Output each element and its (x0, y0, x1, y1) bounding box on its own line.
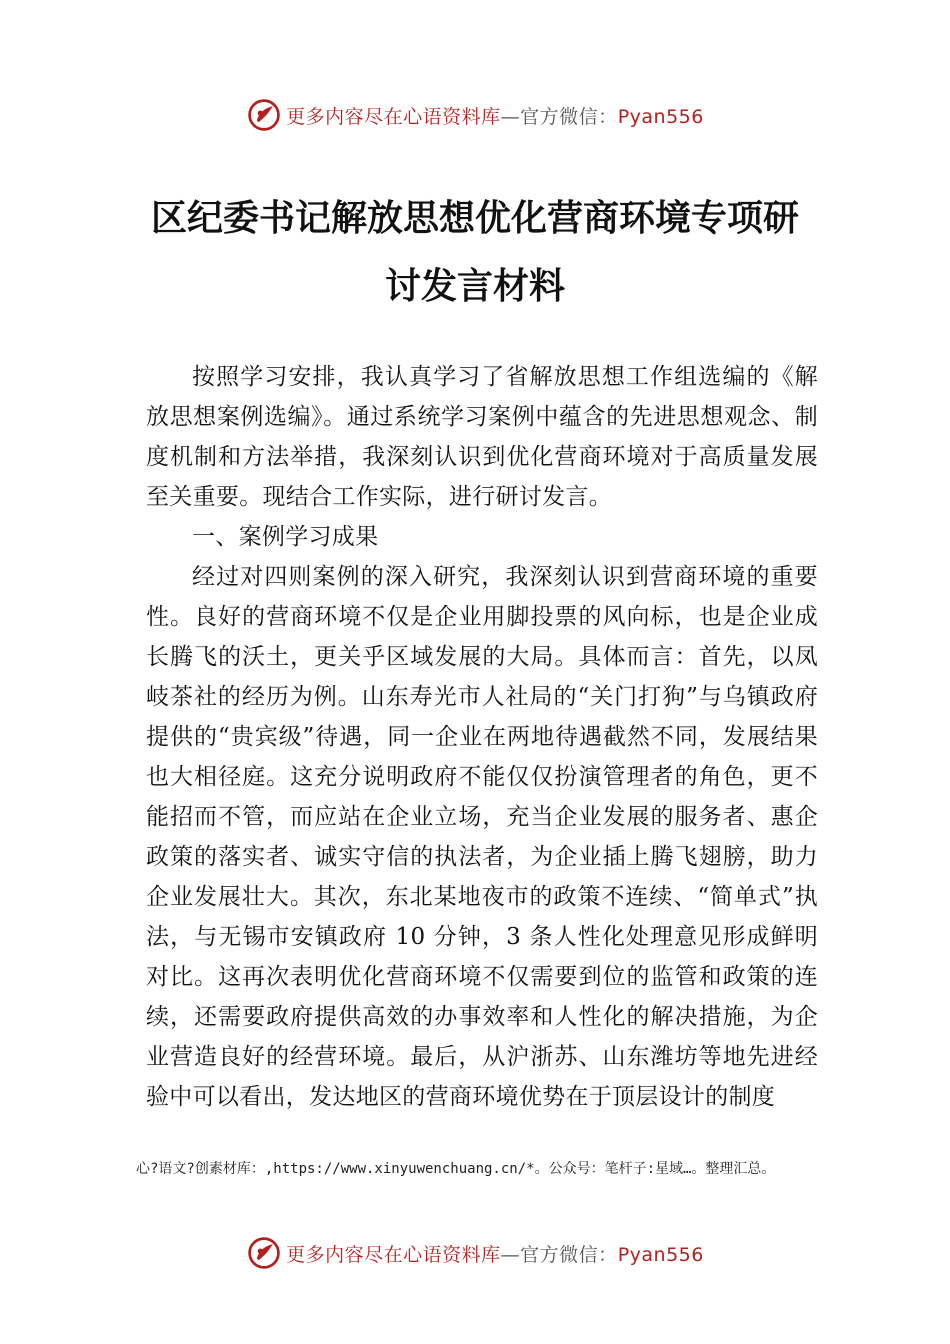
banner-part2: —官方微信： (500, 105, 618, 128)
document-body (146, 357, 818, 1117)
brand-logo-icon (246, 97, 282, 133)
section-heading: 一、案例学习成果 (192, 524, 379, 550)
document-title-line1: 区纪委书记解放思想优化营商环境专项研 (150, 197, 799, 239)
top-banner (0, 95, 950, 135)
source-footnote: 心?语文?创素材库：,https://www.xinyuwenchuang.cn/*。公众号：笔杆子:星域…。整理汇总。 (136, 1161, 776, 1177)
banner-wechat-id: Pyan556 (617, 1243, 704, 1266)
banner-part1: 更多内容尽在心语资料库 (286, 1243, 501, 1266)
paragraph-intro: 按照学习安排，我认真学习了省解放思想工作组选编的《解放思想案例选编》。通过系统学习案例中蕴含的先进思想观念、制度机制和方法举措，我深刻认识到优化营商环境对于高质量发展至关重要。现结合工作实际，进行研讨发言。 (146, 364, 818, 510)
document-title-line2: 讨发言材料 (384, 265, 565, 307)
brand-logo-icon (246, 1235, 282, 1271)
banner-wechat-id: Pyan556 (617, 105, 704, 128)
banner-part2: —官方微信： (500, 1243, 618, 1266)
paragraph-case-study: 经过对四则案例的深入研究，我深刻认识到营商环境的重要性。良好的营商环境不仅是企业用脚投票的风向标，也是企业成长腾飞的沃土，更关乎区域发展的大局。具体而言：首先，以凤岐茶社的经历为例。山东寿光市人社局的“关门打狗”与乌镇政府提供的“贵宾级”待遇，同一企业在两地待遇截然不同，发展结果也大相径庭。这充分说明政府不能仅仅扮演管理者的角色，更不能招而不管，而应站在企业立场，充当企业发展的服务者、惠企政策的落实者、诚实守信的执法者，为企业插上腾飞翅膀，助力企业发展壮大。其次，东北某地夜市的政策不连续、“简单式”执法，与无锡市安镇政府 10 分钟，3 条人性化处理意见形成鲜明对比。这再次表明优化营商环境不仅需要到位的监管和政策的连续，还需要政府提供高效的办事效率和人性化的解决措施，为企业营造良好的经营环境。最后，从沪浙苏、山东潍坊等地先进经验中可以看出，发达地区的营商环境优势在于顶层设计的制度 (146, 564, 818, 1110)
banner-text (286, 102, 704, 129)
bottom-banner (0, 1233, 950, 1273)
banner-text (286, 1240, 704, 1267)
banner-part1: 更多内容尽在心语资料库 (286, 105, 501, 128)
